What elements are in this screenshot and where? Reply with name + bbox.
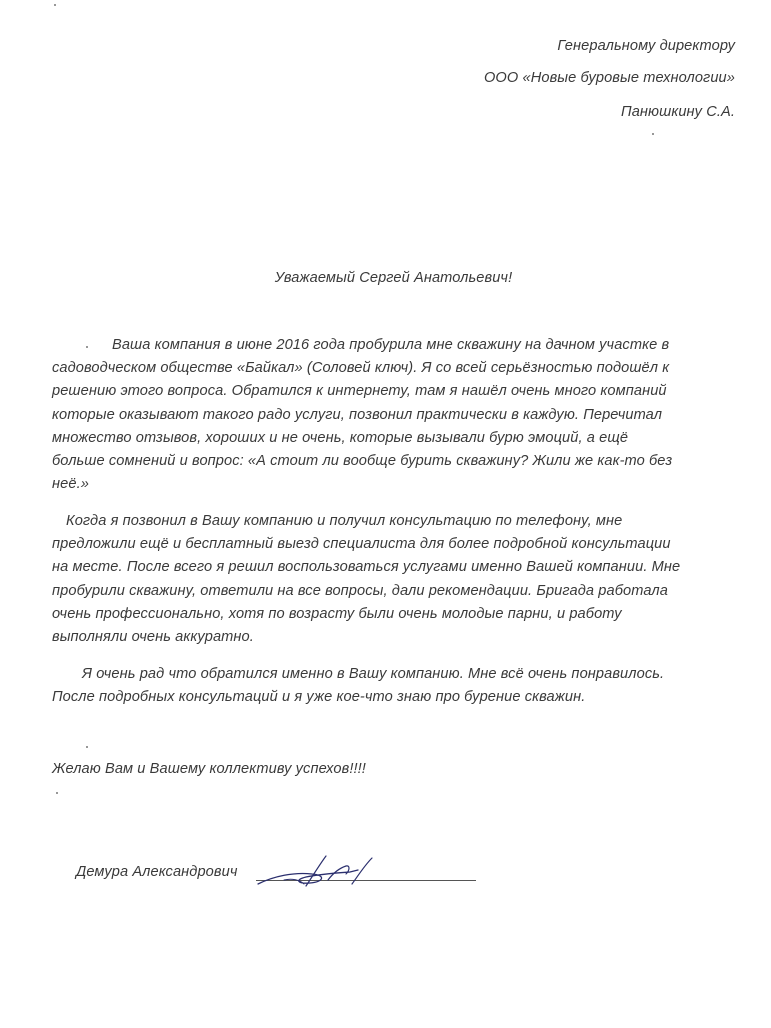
paragraph-line: на месте. После всего я решил воспользоваться услугами именно Вашей компании. Мне <box>52 559 681 576</box>
paragraph-line: которые оказывают такого радо услуги, позвонил практически в каждую. Перечитал <box>52 406 663 423</box>
paragraph-line: После подробных консультаций и я уже кое-что знаю про бурение скважин. <box>52 689 586 706</box>
paragraph-line: Я очень рад что обратился именно в Вашу компанию. Мне всё очень понравилось. <box>82 666 665 682</box>
paragraph-line: очень профессионально, хотя по возрасту были очень молодые парни, и работу <box>52 605 622 622</box>
addressee-company: ООО «Новые буровые технологии» <box>483 70 735 86</box>
paragraph-line: множество отзывов, хороших и не очень, которые вызывали бурю эмоций, а ещё <box>52 429 629 446</box>
scan-speck <box>86 746 88 748</box>
paragraph-line: садоводческом обществе «Байкал» (Соловей ключ). Я со всей серьёзностью подошёл к <box>52 360 670 377</box>
scan-speck <box>652 133 654 135</box>
paragraph-line: выполняли очень аккуратно. <box>52 629 254 646</box>
signer-name: Демура Александрович <box>76 864 238 880</box>
scan-speck <box>56 792 58 794</box>
paragraph-line: больше сомнений и вопрос: «А стоит ли вообще бурить скважину? Жили же как-то без <box>52 453 673 470</box>
paragraph-line: решению этого вопроса. Обратился к интернету, там я нашёл очень много компаний <box>52 383 667 400</box>
scan-speck <box>54 4 56 6</box>
paragraph-1 <box>52 334 742 496</box>
addressee-name: Панюшкину С.А. <box>621 104 735 120</box>
closing-wish: Желаю Вам и Вашему коллективу успехов!!!! <box>52 761 366 777</box>
paragraph-line: Когда я позвонил в Вашу компанию и получил консультацию по телефону, мне <box>66 513 623 529</box>
paragraph-line: неё.» <box>52 476 89 493</box>
paragraph-line: пробурили скважину, ответили на все вопросы, дали рекомендации. Бригада работала <box>52 582 668 599</box>
scan-speck <box>86 346 88 348</box>
addressee-title: Генеральному директору <box>557 38 735 54</box>
greeting: Уважаемый Сергей Анатольевич! <box>274 270 513 286</box>
paragraph-3 <box>52 663 742 709</box>
signature-image <box>254 850 384 894</box>
paragraph-line: предложили ещё и бесплатный выезд специалиста для более подробной консультации <box>52 536 671 553</box>
paragraph-line: Ваша компания в июне 2016 года пробурила мне скважину на дачном участке в <box>112 337 670 353</box>
paragraph-2 <box>52 510 742 649</box>
